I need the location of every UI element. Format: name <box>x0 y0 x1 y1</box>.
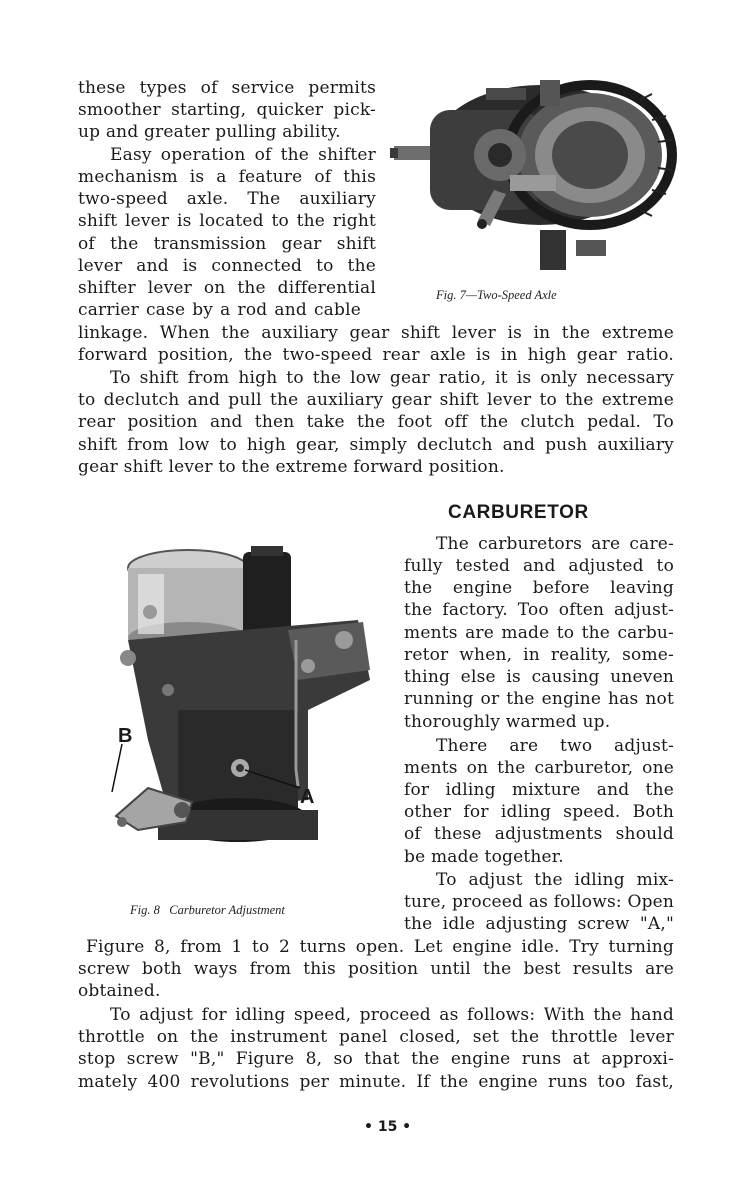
text-line: up and greater pulling ability. <box>78 122 341 142</box>
text-line: the idle adjusting screw "A," <box>404 914 674 934</box>
text-line: To adjust the idling mix- <box>436 870 674 890</box>
text-line: stop screw "B," Figure 8, so that the engine runs at approxi- <box>78 1049 674 1069</box>
figure-7-caption: Fig. 7—Two-Speed Axle <box>436 288 557 302</box>
text-line: of the transmission gear shift <box>78 234 376 254</box>
text-line: for idling mixture and the <box>404 780 674 800</box>
figure-8-leader-lines <box>100 740 320 800</box>
text-line: To adjust for idling speed, proceed as follows: With the hand <box>110 1005 674 1025</box>
figure-7-axle-illustration <box>390 80 680 280</box>
text-line: other for idling speed. Both <box>404 802 674 822</box>
figure-8-carburetor-illustration <box>108 540 390 890</box>
text-line: smoother starting, quicker pick- <box>78 100 376 120</box>
page-number-value: 15 <box>377 1119 398 1135</box>
text-line: obtained. <box>78 981 161 1001</box>
text-line: running or the engine has not <box>404 689 674 709</box>
text-line: linkage. When the auxiliary gear shift lever is in the extreme <box>78 323 674 343</box>
text-line: thoroughly warmed up. <box>404 712 611 732</box>
text-line: carrier case by a rod and cable <box>78 300 361 320</box>
text-line: mechanism is a feature of this <box>78 167 376 187</box>
text-line: forward position, the two-speed rear axle is in high gear ratio. <box>78 345 674 365</box>
text-line: thing else is causing uneven <box>404 667 674 687</box>
text-line: ments are made to the carbu- <box>404 623 674 643</box>
text-line: There are two adjust- <box>436 736 674 756</box>
text-line: The carburetors are care- <box>436 534 674 554</box>
text-line: ture, proceed as follows: Open <box>404 892 675 912</box>
text-line: screw both ways from this position until the best results are <box>78 959 674 979</box>
text-line: mately 400 revolutions per minute. If the engine runs too fast, <box>78 1072 674 1092</box>
text-line: shift from low to high gear, simply declutch and push auxiliary <box>78 435 674 455</box>
text-line: ments on the carburetor, one <box>404 758 674 778</box>
text-line: fully tested and adjusted to <box>404 556 674 576</box>
text-line: lever and is connected to the <box>78 256 376 276</box>
text-line: Figure 8, from 1 to 2 turns open. Let engine idle. Try turning <box>86 937 674 957</box>
text-line: of these adjustments should <box>404 824 674 844</box>
text-line: gear shift lever to the extreme forward position. <box>78 457 505 477</box>
text-line: two-speed axle. The auxiliary <box>78 189 376 209</box>
text-line: shift lever is located to the right <box>78 211 376 231</box>
text-line: shifter lever on the differential <box>78 278 376 298</box>
text-line: rear position and then take the foot off the clutch pedal. To <box>78 412 674 432</box>
figure-8-caption: Fig. 8 Carburetor Adjustment <box>130 903 285 917</box>
text-line: be made together. <box>404 847 564 867</box>
text-line: the engine before leaving <box>404 578 674 598</box>
text-line: Easy operation of the shifter <box>110 145 376 165</box>
figure-8-label-a: A <box>300 786 315 808</box>
section-heading: CARBURETOR <box>448 502 589 523</box>
page-number: • 15 • <box>364 1119 412 1135</box>
figure-8-label-b: B <box>118 725 133 747</box>
text-line: the factory. Too often adjust- <box>404 600 674 620</box>
text-line: throttle on the instrument panel closed, set the throttle lever <box>78 1027 674 1047</box>
text-line: retor when, in reality, some- <box>404 645 674 665</box>
text-line: to declutch and pull the auxiliary gear shift lever to the extreme <box>78 390 674 410</box>
text-line: these types of service permits <box>78 78 376 98</box>
text-line: To shift from high to the low gear ratio, it is only necessary <box>110 368 674 388</box>
